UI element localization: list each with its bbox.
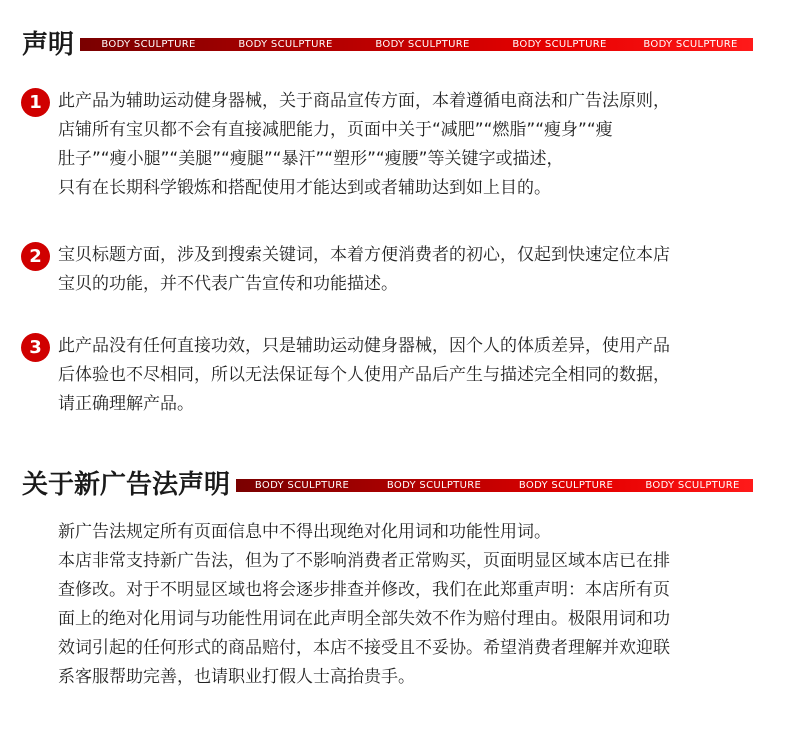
banner-text: BODY SCULPTURE [375,39,470,50]
text-line: 只有在长期科学锻炼和搭配使用才能达到或者辅助达到如上目的。 [58,178,551,198]
declaration-item-2 [58,241,770,299]
banner-text: BODY SCULPTURE [512,39,607,50]
text-line: 系客服帮助完善，也请职业打假人士高抬贵手。 [58,667,415,687]
text-line: 本店非常支持新广告法，但为了不影响消费者正常购买，页面明显区域本店已在排 [58,551,670,571]
text-line: 后体验也不尽相同，所以无法保证每个人使用产品后产生与描述完全相同的数据， [58,365,670,385]
number-badge-1: 1 [21,88,50,117]
section-title-ad-law: 关于新广告法声明 [22,470,231,500]
number-badge-2: 2 [21,242,50,271]
text-line: 查修改。对于不明显区域也将会逐步排查并修改，我们在此郑重声明：本店所有页 [58,580,670,600]
title-banner-2 [236,479,753,492]
text-line: 面上的绝对化用词与功能性用词在此声明全部失效不作为赔付理由。极限用词和功 [58,609,670,629]
section-title-declaration: 声明 [22,30,75,60]
ad-law-statement [58,518,770,692]
text-line: 店铺所有宝贝都不会有直接减肥能力，页面中关于“减肥”“燃脂”“瘦身”“瘦 [58,120,613,140]
text-line: 宝贝标题方面，涉及到搜索关键词，本着方便消费者的初心，仅起到快速定位本店 [58,245,670,265]
text-line: 新广告法规定所有页面信息中不得出现绝对化用词和功能性用词。 [58,522,551,542]
text-line: 效词引起的任何形式的商品赔付，本店不接受且不妥协。希望消费者理解并欢迎联 [58,638,670,658]
banner-text: BODY SCULPTURE [518,480,614,491]
banner-text: BODY SCULPTURE [643,39,738,50]
text-line: 此产品没有任何直接功效，只是辅助运动健身器械，因个人的体质差异，使用产品 [58,336,670,356]
banner-text: BODY SCULPTURE [254,480,350,491]
declaration-item-3 [58,332,770,419]
text-line: 肚子”“瘦小腿”“美腿”“瘦腿”“暴汗”“塑形”“瘦腰”等关键字或描述， [58,149,564,169]
banner-text: BODY SCULPTURE [386,480,482,491]
banner-text: BODY SCULPTURE [645,480,740,491]
banner-text: BODY SCULPTURE [238,39,333,50]
declaration-item-1 [58,87,770,203]
number-badge-3: 3 [21,333,50,362]
text-line: 宝贝的功能，并不代表广告宣传和功能描述。 [58,274,398,294]
title-banner-1 [80,38,753,51]
text-line: 此产品为辅助运动健身器械，关于商品宣传方面，本着遵循电商法和广告法原则， [58,91,670,111]
text-line: 请正确理解产品。 [58,394,194,414]
banner-text: BODY SCULPTURE [101,39,196,50]
